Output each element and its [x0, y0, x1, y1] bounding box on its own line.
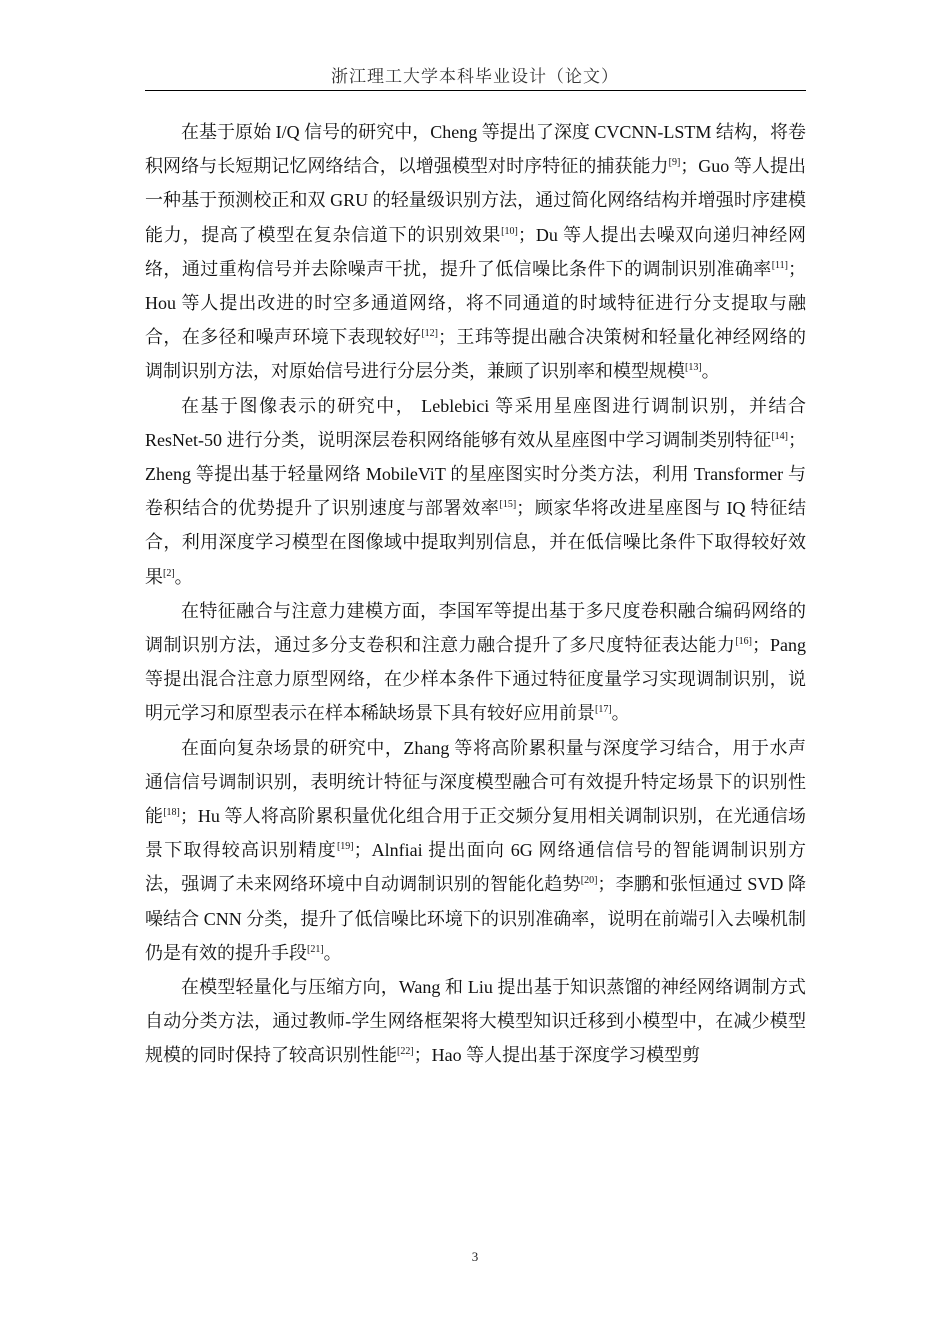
text-run: ；Guo 等人提出一种基于预测校正和双 GRU 的轻量级识别方法，通过简化网络结构并增强时序建模能力，提高了模型在复杂信道下的识别效果: [145, 156, 807, 245]
text-run: ；Du 等人提出去噪双向递归神经网络，通过重构信号并去除噪声干扰，提升了低信噪比条件下的调制识别准确率: [145, 224, 807, 279]
citation-ref: [10]: [501, 225, 518, 237]
citation-ref: [22]: [397, 1046, 414, 1058]
text-run: ；Hu 等人将高阶累积量优化组合用于正交频分复用相关调制识别，在光通信场景下取得较高识别精度: [145, 806, 807, 861]
text-run: ；李鹏和张恒通过 SVD 降噪结合 CNN 分类，提升了低信噪比环境下的识别准确率，说明在前端引入去噪机制仍是有效的提升手段: [145, 874, 806, 963]
text-run: ；王玮等提出融合决策树和轻量化神经网络的调制识别方法，对原始信号进行分层分类，兼顾了识别率和模型规模: [145, 327, 807, 382]
citation-ref: [13]: [685, 362, 702, 374]
paragraph: [145, 731, 806, 970]
text-run: 在面向复杂场景的研究中，Zhang 等将高阶累积量与深度学习结合，用于水声通信信号调制识别，表明统计特征与深度模型融合可有效提升特定场景下的识别性能: [145, 737, 806, 827]
text-run: 在基于图像表示的研究中， Leblebici 等采用星座图进行调制识别，并结合 ResNet-50 进行分类，说明深层卷积网络能够有效从星座图中学习调制类别特征: [145, 395, 806, 450]
citation-ref: [2]: [163, 567, 175, 579]
text-run: 在基于原始 I/Q 信号的研究中，Cheng 等提出了深度 CVCNN-LSTM 结构，将卷积网络与长短期记忆网络结合，以增强模型对时序特征的捕获能力: [145, 122, 806, 177]
citation-ref: [12]: [421, 328, 438, 340]
text-run: ；Hou 等人提出改进的时空多通道网络，将不同通道的时域特征进行分支提取与融合，在多径和噪声环境下表现较好: [145, 258, 806, 348]
paragraph: [145, 594, 806, 731]
text-run: 。: [174, 566, 193, 587]
page-header: 浙江理工大学本科毕业设计（论文）: [331, 67, 619, 87]
text-run: ；顾家华将改进星座图与 IQ 特征结合，利用深度学习模型在图像域中提取判别信息，并在低信噪比条件下取得较好效果: [145, 498, 806, 587]
header-rule: [145, 90, 806, 91]
text-run: ；Pang 等提出混合注意力原型网络，在少样本条件下通过特征度量学习实现调制识别，说明元学习和原型表示在样本稀缺场景下具有较好应用前景: [145, 635, 806, 724]
paragraph: [145, 970, 806, 1073]
text-run: ；Hao 等人提出基于深度学习模型剪: [413, 1045, 701, 1066]
body-text: [145, 115, 806, 1073]
citation-ref: [17]: [595, 704, 612, 716]
text-run: ；Alnfiai 提出面向 6G 网络通信信号的智能调制识别方法，强调了未来网络环境中自动调制识别的智能化趋势: [145, 840, 807, 895]
paragraph: [145, 115, 806, 389]
citation-ref: [18]: [163, 807, 180, 819]
citation-ref: [19]: [336, 841, 354, 853]
text-run: ；Zheng 等提出基于轻量网络 MobileViT 的星座图实时分类方法，利用 Transformer 与卷积结合的优势提升了识别速度与部署效率: [145, 429, 806, 519]
text-run: 。: [323, 942, 342, 963]
citation-ref: [20]: [580, 875, 598, 887]
text-run: 在模型轻量化与压缩方向，Wang 和 Liu 提出基于知识蒸馏的神经网络调制方式自动分类方法，通过教师-学生网络框架将大模型知识迁移到小模型中，在减少模型规模的同时保持了较高识别性能: [145, 977, 806, 1066]
paragraph: [145, 389, 806, 594]
text-run: 。: [611, 703, 630, 724]
citation-ref: [16]: [735, 636, 752, 648]
text-run: 在特征融合与注意力建模方面，李国军等提出基于多尺度卷积融合编码网络的调制识别方法，通过多分支卷积和注意力融合提升了多尺度特征表达能力: [145, 600, 806, 656]
citation-ref: [11]: [771, 259, 788, 271]
page-number: 3: [471, 1249, 479, 1264]
citation-ref: [15]: [499, 499, 517, 511]
citation-ref: [21]: [307, 943, 324, 955]
text-run: 。: [701, 361, 720, 382]
citation-ref: [9]: [668, 157, 681, 169]
citation-ref: [14]: [771, 430, 788, 442]
